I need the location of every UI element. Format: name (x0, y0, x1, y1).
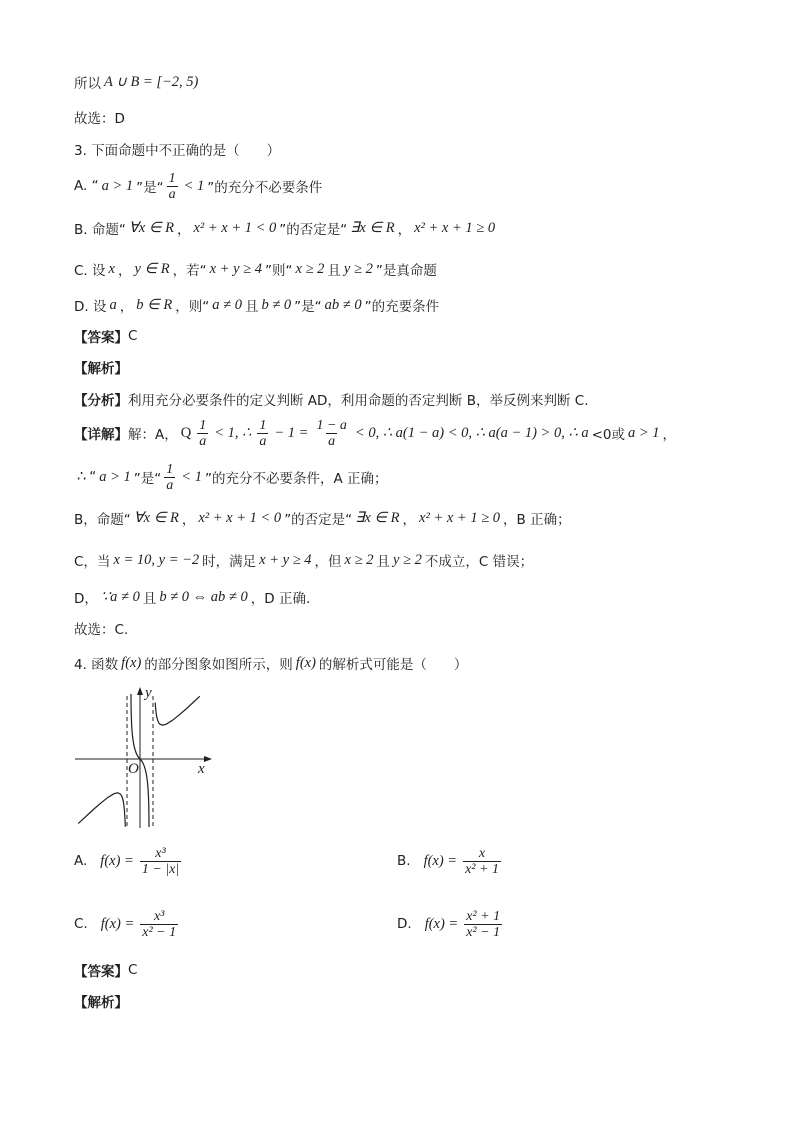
option-text: 且 (327, 263, 341, 279)
q4-option-c (74, 906, 181, 942)
detail-text: ”是“ (133, 471, 162, 487)
union-result-line (74, 64, 201, 100)
detail-math: b ≠ 0 ⇔ ab ≠ 0 (159, 588, 248, 605)
curve-right-branch (155, 696, 200, 725)
q3-detail-line-c (74, 542, 533, 578)
detail-math: ∵a ≠ 0 (100, 588, 140, 605)
option-math: f(x) = (100, 915, 135, 932)
fraction-numerator: 1 (259, 417, 267, 433)
option-math: a ≠ 0 (212, 296, 242, 313)
function-graph (72, 684, 214, 834)
fraction-numerator: x³ (153, 908, 165, 924)
detail-math: < 1, ∴ (214, 424, 252, 441)
option-math: ∀x ∈ R (128, 219, 174, 236)
fraction (257, 418, 268, 449)
q4-stem-math: f(x) (121, 654, 142, 671)
q3-detail-line-a1 (74, 415, 676, 451)
option-math: x ≥ 2 (295, 260, 325, 277)
option-text: 且 (244, 299, 259, 315)
q3-detail-line-b (74, 500, 571, 536)
option-text: ”的充要条件 (364, 299, 440, 315)
q3-stem-text: 3. 下面命题中不正确的是（ ） (74, 143, 281, 159)
fraction (464, 909, 502, 940)
fraction-numerator: x³ (155, 845, 166, 861)
q3-option-b (74, 210, 498, 246)
option-letter: D. (397, 916, 412, 932)
q3-analysis-heading (74, 349, 128, 385)
option-letter: C. (74, 916, 88, 932)
fraction (140, 846, 181, 877)
option-text: ， (119, 299, 134, 315)
option-text: ”则“ (265, 263, 293, 279)
y-axis-label: y (145, 685, 152, 701)
detail-text: B，命题“ (74, 512, 131, 528)
option-text: ，则“ (175, 299, 210, 315)
fraction-denominator: a (259, 433, 267, 449)
option-math: ab ≠ 0 (324, 296, 362, 313)
detail-math: ∴ (77, 468, 87, 485)
detail-text: ”的充分不必要条件，A 正确； (204, 471, 388, 487)
detail-math: − 1 = (274, 424, 309, 441)
detail-text: D， (74, 591, 98, 607)
detail-label: 【详解】 (74, 427, 128, 443)
detail-text: ，B 正确； (503, 512, 571, 528)
analysis-heading-label: 【解析】 (74, 361, 128, 377)
fenxi-label: 【分析】 (74, 393, 128, 409)
fraction-denominator: x² + 1 (465, 861, 499, 877)
detail-text: <0或 (591, 427, 625, 443)
detail-text: C，当 (74, 554, 111, 570)
detail-math: ∀x ∈ R (133, 509, 179, 526)
q3-detail-line-a2 (74, 459, 387, 495)
union-result-expression: A ∪ B = [−2, 5) (104, 73, 199, 90)
q4-stem-text: 的解析式可能是（ ） (318, 657, 468, 673)
option-math: x (108, 260, 115, 277)
q4-option-b (397, 843, 504, 879)
detail-text: 且 (142, 591, 157, 607)
option-math: y ≥ 2 (343, 260, 373, 277)
option-math: f(x) = (424, 915, 459, 932)
q4-analysis-heading (74, 983, 128, 1019)
detail-text: 解：A， (128, 427, 178, 443)
option-math: ∃x ∈ R (350, 219, 395, 236)
detail-math: y ≥ 2 (392, 551, 422, 568)
option-text: ，若“ (172, 263, 207, 279)
fraction (314, 418, 348, 449)
option-text: C. 设 (74, 263, 106, 279)
fraction-denominator: x² − 1 (466, 924, 501, 940)
q3-option-c (74, 251, 437, 287)
fraction (167, 171, 178, 202)
detail-text: ”的否定是“ (284, 512, 353, 528)
q4-stem-text: 4. 函数 (74, 657, 119, 673)
curve-left-branch (78, 793, 125, 827)
option-text: ， (117, 263, 132, 279)
fraction (164, 462, 175, 493)
option-text: A. “ (74, 178, 99, 194)
option-text: ”是“ (294, 299, 322, 315)
final-choice-text: 故选：C. (74, 622, 129, 638)
option-text: ”的否定是“ (279, 222, 348, 238)
q4-stem (74, 645, 467, 681)
detail-math: x ≥ 2 (344, 551, 374, 568)
x-axis-arrow-icon (204, 756, 212, 762)
q3-option-a (74, 168, 322, 204)
fraction-denominator: x² − 1 (142, 924, 177, 940)
option-letter: B. (397, 853, 411, 869)
q3-final-choice (74, 610, 128, 646)
fenxi-text: 利用充分必要条件的定义判断 AD，利用命题的否定判断 B，举反例来判断 C. (128, 393, 589, 409)
answer-label: 【答案】 (74, 964, 128, 980)
previous-answer-choice: 故选：D (74, 111, 125, 127)
option-math: a (109, 296, 117, 313)
option-text: ， (176, 222, 191, 238)
detail-math: x = 10, y = −2 (113, 551, 200, 568)
option-text: ”的充分不必要条件 (207, 180, 323, 196)
detail-text: 不成立，C 错误； (424, 554, 534, 570)
fraction-numerator: 1 (166, 461, 174, 477)
x-axis-label: x (198, 761, 205, 777)
option-math: f(x) = (100, 852, 134, 869)
option-math: x + y ≥ 4 (209, 260, 263, 277)
fraction (140, 909, 178, 940)
answer-value: C (128, 962, 138, 978)
q4-stem-math: f(x) (295, 654, 316, 671)
fraction (463, 846, 501, 877)
option-text: ”是真命题 (375, 263, 437, 279)
fraction (197, 418, 208, 449)
option-text: D. 设 (74, 299, 107, 315)
fraction-denominator: a (166, 477, 174, 493)
option-text: ”是“ (136, 180, 164, 196)
fraction-denominator: 1 − |x| (141, 861, 180, 877)
fraction-numerator: 1 (199, 417, 207, 433)
answer-label: 【答案】 (74, 330, 128, 346)
fraction-numerator: x (478, 845, 486, 861)
detail-text: ， (181, 512, 196, 528)
fraction-numerator: 1 − a (316, 417, 347, 433)
fraction-denominator: a (168, 186, 176, 202)
detail-math: ∃x ∈ R (355, 509, 400, 526)
detail-text: ，但 (314, 554, 342, 570)
option-letter: A. (74, 853, 88, 869)
detail-text: ， (662, 427, 677, 443)
option-math: y ∈ R (134, 260, 170, 277)
option-math: f(x) = (423, 852, 458, 869)
analysis-heading-label: 【解析】 (74, 995, 128, 1011)
option-math: a > 1 (101, 177, 134, 194)
q4-option-d (397, 906, 505, 942)
detail-math: a > 1 (627, 424, 660, 441)
q4-stem-text: 的部分图象如图所示，则 (144, 657, 293, 673)
detail-math: < 0, ∴ a(1 − a) < 0, ∴ a(a − 1) > 0, ∴ a (354, 424, 589, 441)
detail-text: 且 (376, 554, 390, 570)
detail-text: 时，满足 (202, 554, 257, 570)
previous-answer-line (74, 99, 125, 135)
y-axis-arrow-icon (137, 687, 143, 695)
option-math: < 1 (183, 177, 205, 194)
fraction-denominator: a (328, 433, 336, 449)
option-text: B. 命题“ (74, 222, 126, 238)
detail-math: x² + x + 1 < 0 (198, 509, 282, 526)
union-result-prefix: 所以 (74, 76, 101, 92)
detail-math: a > 1 (99, 468, 131, 485)
detail-math: x² + x + 1 ≥ 0 (419, 509, 501, 526)
detail-math: x + y ≥ 4 (259, 551, 312, 568)
q3-fenxi (74, 381, 588, 417)
origin-label: O (128, 761, 139, 777)
fraction-numerator: 1 (168, 170, 176, 186)
option-math: x² + x + 1 < 0 (193, 219, 277, 236)
detail-text: “ (89, 469, 97, 485)
detail-math: Q (180, 424, 192, 441)
option-text: ， (397, 222, 412, 238)
option-math: b ∈ R (136, 296, 173, 313)
detail-text: ， (402, 512, 417, 528)
option-math: b ≠ 0 (261, 296, 292, 313)
fraction-denominator: a (199, 433, 207, 449)
q4-option-a (74, 843, 184, 879)
detail-text: ，D 正确. (250, 591, 311, 607)
answer-value: C (128, 328, 138, 344)
fraction-numerator: x² + 1 (466, 908, 501, 924)
detail-math: < 1 (181, 468, 202, 485)
q3-stem (74, 131, 280, 167)
option-math: x² + x + 1 ≥ 0 (414, 219, 496, 236)
